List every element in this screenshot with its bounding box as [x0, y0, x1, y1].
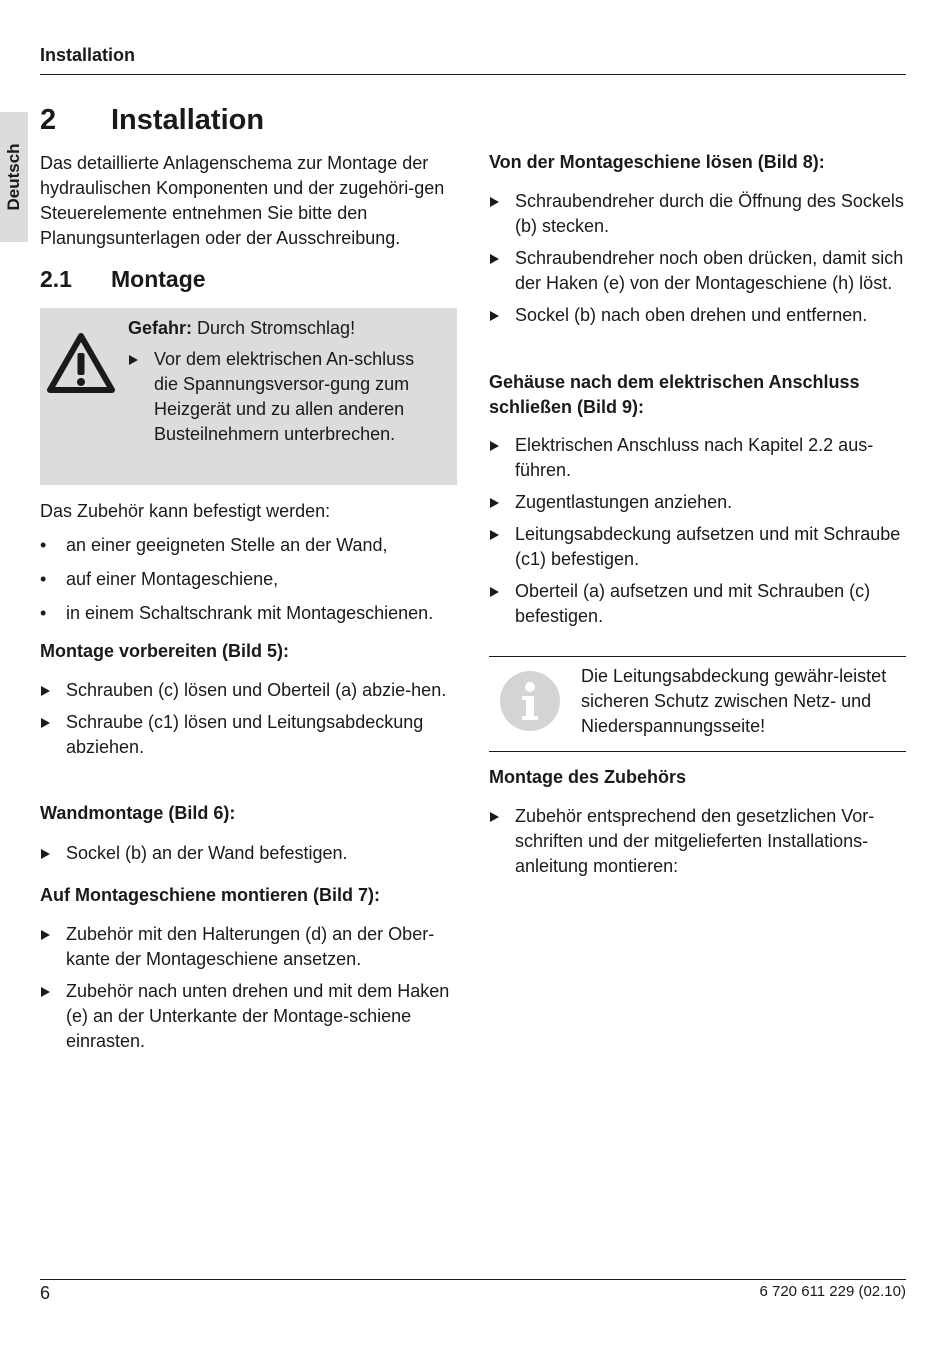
rail-remove-steps: [489, 189, 907, 335]
prep-heading: Montage vorbereiten (Bild 5):: [40, 641, 290, 661]
rail-mount-heading: Auf Montageschiene montieren (Bild 7):: [40, 885, 381, 905]
section-intro: Das detaillierte Anlagenschema zur Montage der hydraulischen Komponenten und der zugehöri-gen Steuerelemente entnehmen Sie bitte den Planungsunterlagen oder der Ausschreibung.: [40, 153, 445, 248]
running-header: Installation: [40, 45, 136, 65]
list-item: Zubehör nach unten drehen und mit dem Haken (e) an der Unterkante der Montage-schiene einrasten.: [40, 979, 460, 1054]
note-text: Die Leitungsabdeckung gewähr-leistet sicheren Schutz zwischen Netz- und Niederspannungsseite!: [581, 666, 887, 736]
list-item: Zubehör mit den Halterungen (d) an der Ober-kante der Montageschiene ansetzen.: [40, 922, 460, 972]
list-item: Sockel (b) nach oben drehen und entfernen.: [489, 303, 907, 328]
danger-heading: [128, 316, 355, 341]
list-item: • auf einer Montageschiene,: [40, 567, 470, 592]
list-item: Elektrischen Anschluss nach Kapitel 2.2 aus-führen.: [489, 433, 907, 483]
accessory-heading: Montage des Zubehörs: [489, 767, 687, 787]
mount-options-list: [40, 533, 470, 635]
prep-steps: [40, 678, 460, 767]
info-icon: [499, 670, 561, 732]
close-heading: Gehäuse nach dem elektrischen Anschluss schließen (Bild 9):: [489, 372, 860, 417]
header-rule: [40, 74, 906, 75]
info-note: [489, 656, 906, 752]
list-item: Schrauben (c) lösen und Oberteil (a) abzie-hen.: [40, 678, 460, 703]
list-item: • an einer geeigneten Stelle an der Wand,: [40, 533, 470, 558]
list-item: Zubehör entsprechend den gesetzlichen Vor-schriften und der mitgelieferten Installations-anleitung montieren:: [489, 804, 907, 879]
list-item: Zugentlastungen anziehen.: [489, 490, 907, 515]
list-item: Schraube (c1) lösen und Leitungsabdeckung abziehen.: [40, 710, 460, 760]
warning-triangle-icon: [46, 332, 116, 394]
close-steps: [489, 433, 907, 636]
danger-box: [40, 308, 457, 485]
language-tab: [0, 112, 28, 242]
subsection-heading: [40, 266, 206, 293]
list-item: Schraubendreher noch oben drücken, damit sich der Haken (e) von der Montageschiene (h) löst.: [489, 246, 907, 296]
danger-steps: [128, 347, 428, 454]
footer-rule: [40, 1279, 906, 1280]
accessory-steps: [489, 804, 907, 886]
danger-label: Gefahr:: [128, 318, 193, 338]
danger-step: Vor dem elektrischen An-schluss die Spannungsversor-gung zum Heizgerät und zu allen anderen Busteilnehmern unterbrechen.: [128, 347, 428, 447]
rail-mount-steps: [40, 922, 460, 1061]
list-item: • in einem Schaltschrank mit Montageschienen.: [40, 601, 470, 626]
subsection-title: Montage: [111, 266, 206, 292]
list-item: Schraubendreher durch die Öffnung des Sockels (b) stecken.: [489, 189, 907, 239]
wall-heading: Wandmontage (Bild 6):: [40, 803, 236, 823]
rail-remove-heading: Von der Montageschiene lösen (Bild 8):: [489, 152, 825, 172]
danger-text: Durch Stromschlag!: [192, 318, 356, 338]
section-title: Installation: [111, 104, 265, 136]
page-number: 6: [40, 1283, 51, 1303]
language-tab-label: Deutsch: [4, 143, 23, 211]
document-code: 6 720 611 229 (02.10): [759, 1283, 906, 1300]
section-number: 2: [40, 104, 57, 136]
wall-steps: [40, 841, 460, 873]
list-item: Oberteil (a) aufsetzen und mit Schrauben (c) befestigen.: [489, 579, 907, 629]
list-item: Leitungsabdeckung aufsetzen und mit Schraube (c1) befestigen.: [489, 522, 907, 572]
list-item: Sockel (b) an der Wand befestigen.: [40, 841, 460, 866]
subsection-number: 2.1: [40, 266, 72, 292]
section-heading: [40, 104, 264, 137]
mount-intro: Das Zubehör kann befestigt werden:: [40, 501, 331, 521]
